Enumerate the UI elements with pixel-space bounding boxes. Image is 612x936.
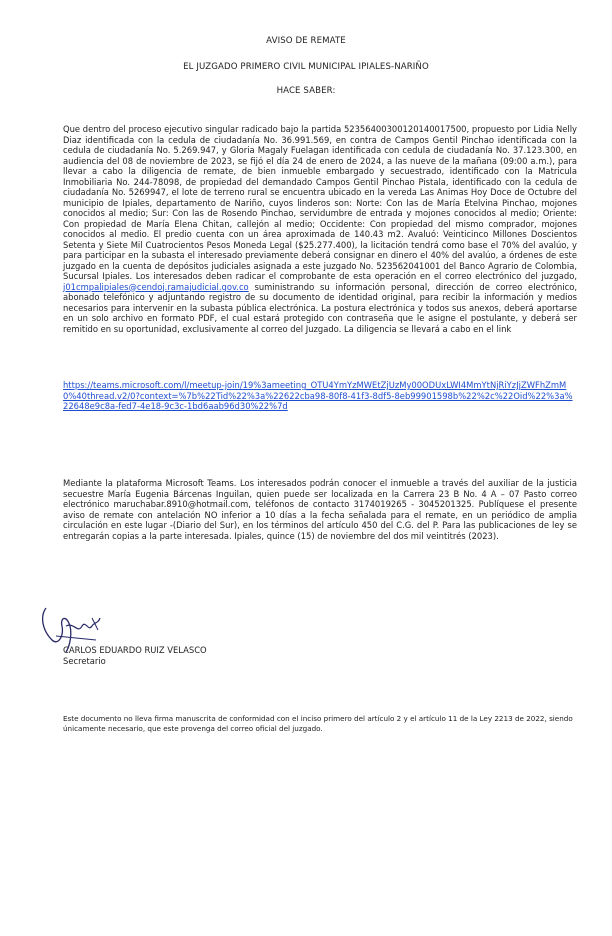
footer-note: Este documento no lleva firma manuscrita de conformidad con el inciso primero del artículo 2 y el artículo 11 de la Ley 2213 de 2022, siendo únicamente necesario, que este provenga del correo oficial del juzgado. (63, 714, 573, 733)
meeting-link-paragraph (63, 380, 577, 412)
document-title: AVISO DE REMATE (266, 36, 346, 46)
court-name: EL JUZGADO PRIMERO CIVIL MUNICIPAL IPIALES-NARIÑO (183, 62, 429, 72)
signer-role: Secretario (63, 655, 106, 666)
auction-instructions-text: suministrando su información personal, dirección de correo electrónico, abonado telefónico y adjuntando registro de su documento de identidad original, para recibir la información y medios necesarios para intervenir en la subasta pública electrónica. La postura electrónica y todos sus anexos, deberá aportarse en un solo archivo en formato PDF, el cual estará protegido con contraseña que le asigne el postulante, y deberá ser remitido en su oportunidad, exclusivamente al correo del Juzgado. La diligencia se llevará a cabo en el link (63, 281, 577, 334)
signer-block (63, 645, 207, 666)
publication-paragraph: Mediante la plataforma Microsoft Teams. Los interesados podrán conocer el inmueble a través del auxiliar de la justicia secuestre María Eugenia Bárcenas Inguilan, quien puede ser localizada en la Carrera 23 B No. 4 A – 07 Pasto correo electrónico maruchabar.8910@hotmail.com, teléfonos de contacto 3174019265 - 3045201325. Publíquese el presente aviso de remate con antelación NO inferior a 10 días a la fecha señalada para el remate, en un periódico de amplia circulación en este lugar -(Diario del Sur), en los términos del artículo 450 del C.G. del P. Para las publicaciones de ley se entregarán copias a la parte interesada. Ipiales, quince (15) de noviembre del dos mil veintitrés (2023). (63, 478, 577, 541)
signer-name: CARLOS EDUARDO RUIZ VELASCO (63, 645, 207, 655)
court-email-link[interactable]: j01cmpalipiales@cendoj.ramajudicial.gov.co (63, 281, 249, 292)
announcement-heading: HACE SABER: (276, 86, 336, 96)
auction-details-paragraph (63, 124, 577, 334)
auction-details-text: Que dentro del proceso ejecutivo singular radicado bajo la partida 52356400300120140017500, propuesto por Lidia Nelly Diaz identificada con la cedula de ciudadanía No. 36.991.569, en contra de Campos Gentil Pinchao identificada con la cedula de ciudadanía No. 5.269.947, y Gloria Magaly Fuelagan identificada con cedula de ciudadanía No. 37.123.300, en audiencia del 08 de noviembre de 2023, se fijó el día 24 de enero de 2024, a las nueve de la mañana (09:00 a.m.), para llevar a cabo la diligencia de remate, de bien inmueble embargado y secuestrado, identificado con la Matricula Inmobiliaria No. 244-78098, de propiedad del demandado Campos Gentil Pinchao Pistala, identificado con la cedula de ciudadanía No. 5269947, el lote de terreno rural se encuentra ubicado en la vereda Las Animas Hoy Doce de Octubre del municipio de Ipiales, departamento de Nariño, cuyos linderos son: Norte: Con las de María Etelvina Pinchao, mojones conocidos al medio; Sur: Con las de Rosendo Pinchao, servidumbre de entrada y mojones conocidos al medio; Oriente: Con propiedad de María Elena Chitan, callejón al medio; Occidente: Con propiedad del mismo comprador, mojones conocidos al medio. El predio cuenta con un área aproximada de 140.43 m2. Avaluó: Veinticinco Millones Doscientos Setenta y Siete Mil Cuatrocientos Pesos Moneda Legal ($25.277.400), la licitación tendrá como base el 70% del avalúo, y para participar en la subasta el interesado previamente deberá consignar en dinero el 40% del avalúo, a órdenes de este juzgado en la cuenta de depósitos judiciales asignada a este juzgado No. 523562041001 del Banco Agrario de Colombia, Sucursal Ipiales. Los interesados deben radicar el comprobante de esta operación en el correo electrónico del juzgado, (63, 124, 577, 281)
teams-meeting-link[interactable]: https://teams.microsoft.com/l/meetup-join/19%3ameeting_OTU4YmYzMWEtZjUzMy00ODUxLWI4MmYtNjRiYzJjZWFhZmM0%40thread.v2/0?context=%7b%22Tid%22%3a%22622cba98-80f8-41f3-8df5-8eb99901598b%22%2c%22Oid%22%3a%22648e9c8a-fed7-4e18-9c3c-1bd6aab96d30%22%7d (63, 380, 573, 411)
